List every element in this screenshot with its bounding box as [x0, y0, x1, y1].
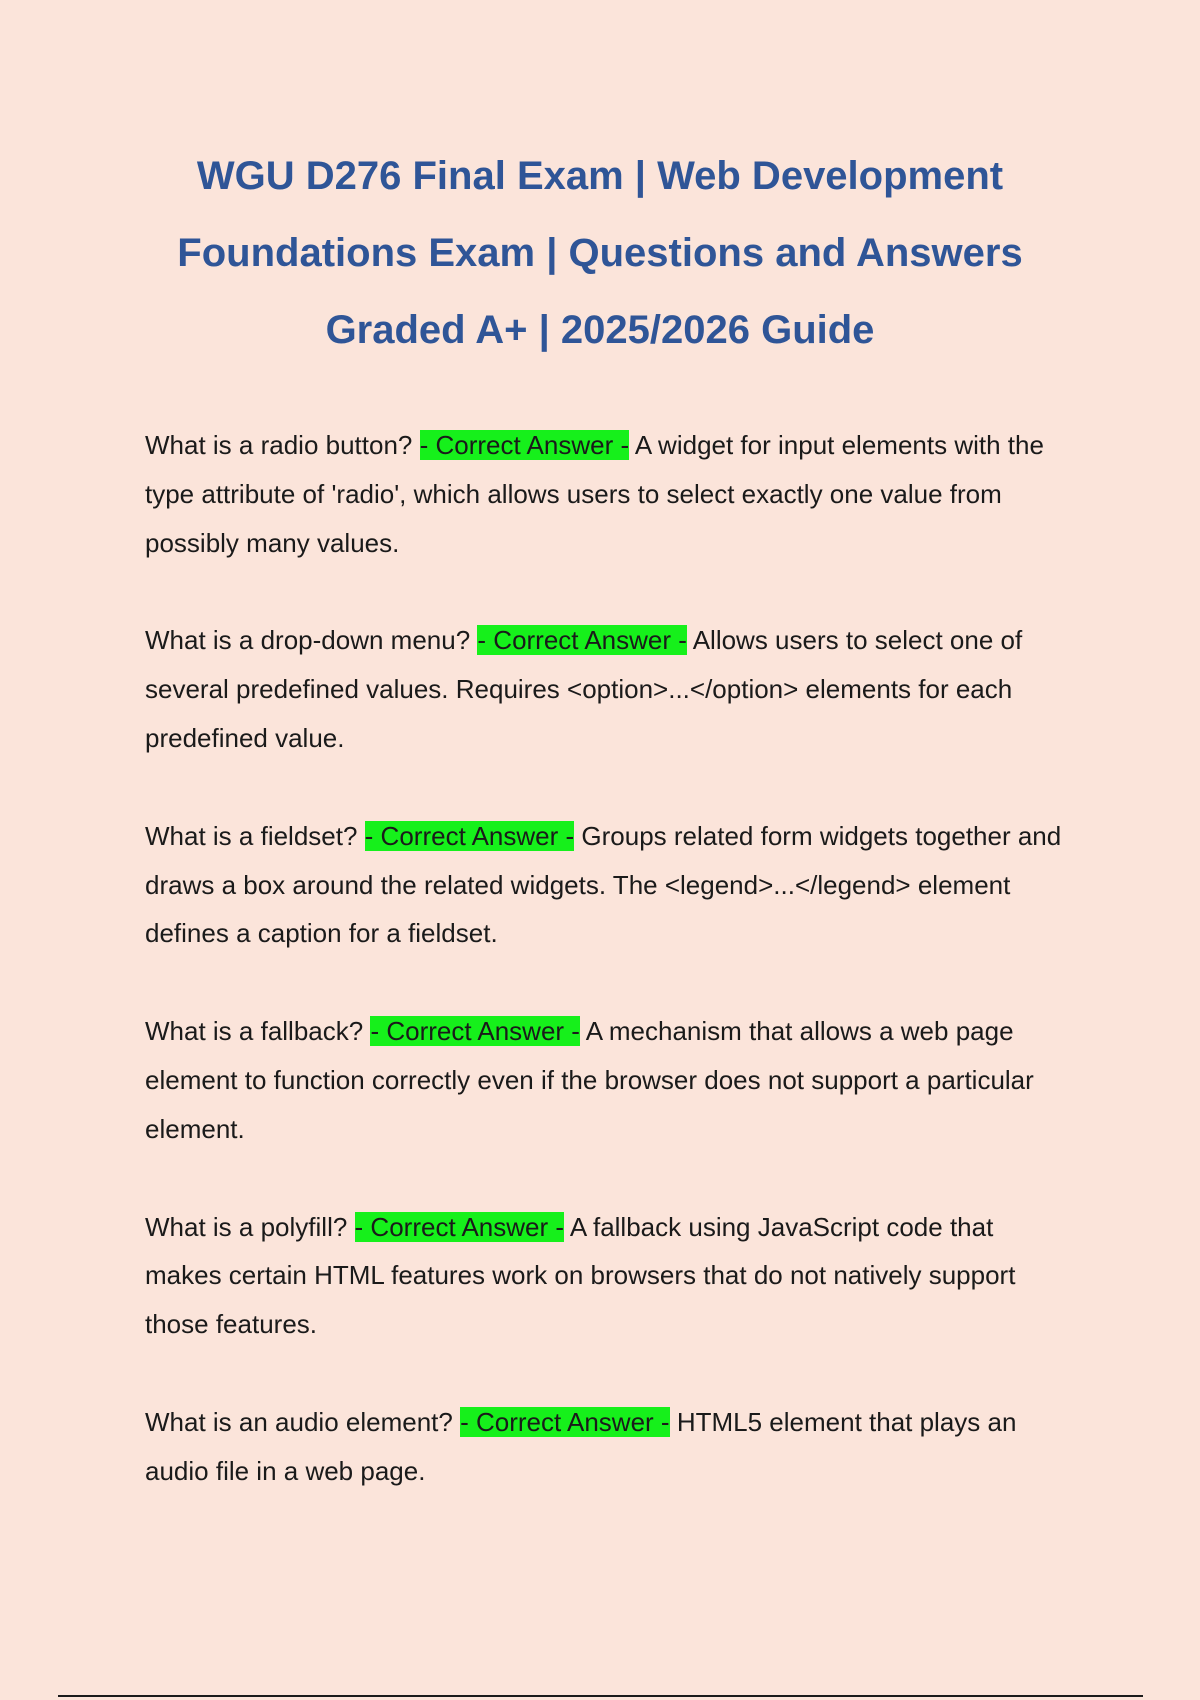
qa-item-fallback: [145, 1007, 1065, 1153]
answer-text: Groups related form widgets together and draws a box around the related widgets. The <legend>...</legend> element defines a caption for a fieldset.: [145, 820, 1062, 949]
correct-answer-highlight: - Correct Answer -: [364, 820, 575, 851]
question-text: What is an audio element?: [145, 1406, 453, 1437]
answer-text: A mechanism that allows a web page element to function correctly even if the browser does not support a particular element.: [145, 1016, 1034, 1144]
page-title: WGU D276 Final Exam | Web Development Foundations Exam | Questions and Answers Graded A+ | 2025/2026 Guide: [177, 154, 1023, 352]
answer-text: A widget for input elements with the type attribute of 'radio', which allows users to select exactly one value from possibly many values.: [145, 430, 1044, 558]
correct-answer-highlight: - Correct Answer -: [370, 1016, 580, 1047]
answer-text: HTML5 element that plays an audio file in a web page.: [145, 1406, 1017, 1486]
qa-list: [145, 421, 1065, 1545]
qa-item-audio-element: [145, 1398, 1065, 1496]
question-text: What is a polyfill?: [145, 1211, 348, 1242]
answer-text: A fallback using JavaScript code that makes certain HTML features work on browsers that do not natively support those features.: [145, 1211, 1016, 1340]
qa-item-radio-button: [145, 421, 1065, 567]
correct-answer-highlight: - Correct Answer -: [460, 1406, 670, 1437]
qa-item-polyfill: [145, 1203, 1065, 1349]
qa-item-drop-down-menu: [145, 616, 1065, 762]
correct-answer-highlight: - Correct Answer -: [477, 625, 687, 656]
qa-item-fieldset: [145, 812, 1065, 958]
footer-divider: [58, 1695, 1143, 1697]
question-text: What is a fallback?: [145, 1016, 364, 1047]
question-text: What is a fieldset?: [145, 820, 358, 851]
question-text: What is a drop-down menu?: [145, 625, 471, 656]
question-text: What is a radio button?: [145, 430, 413, 460]
answer-text: Allows users to select one of several predefined values. Requires <option>...</option> elements for each predefined value.: [145, 625, 1023, 753]
correct-answer-highlight: - Correct Answer -: [419, 430, 630, 460]
correct-answer-highlight: - Correct Answer -: [354, 1211, 565, 1242]
